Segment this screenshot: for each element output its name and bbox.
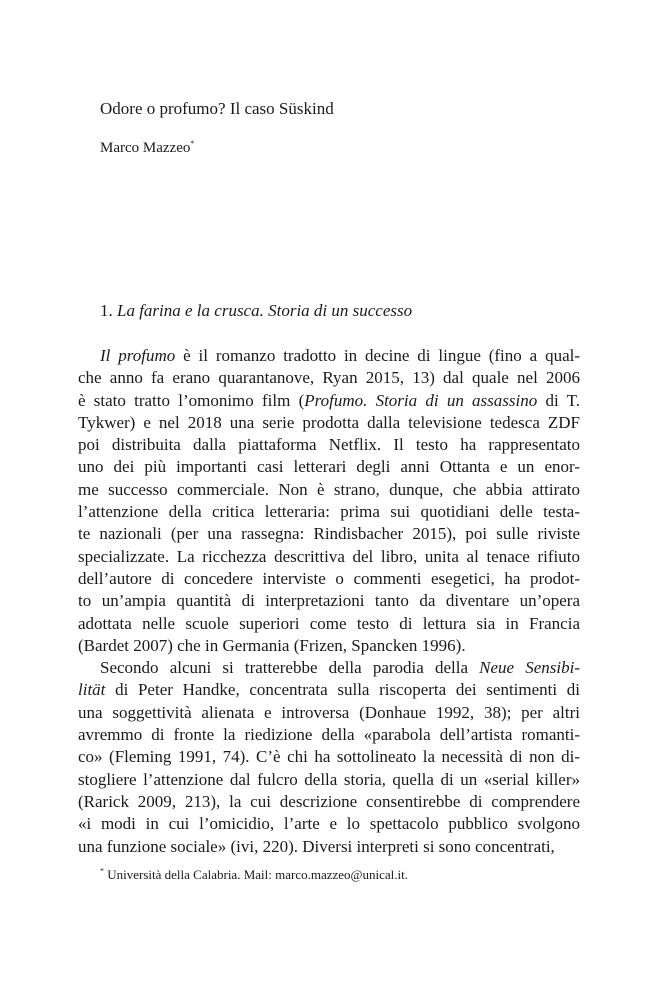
text-line: [78, 479, 580, 501]
text-segment: uno dei più importanti casi letterari degli anni Ottanta e un enor-: [78, 457, 580, 477]
text-line: [78, 679, 580, 701]
text-segment: l’attenzione della critica letteraria: prima sui quotidiani delle testa-: [78, 502, 580, 522]
text-segment: specializzate. La ricchezza descrittiva del libro, unita al tenace rifiuto: [78, 546, 580, 566]
body-text: [78, 345, 580, 858]
section-title: La farina e la crusca. Storia di un successo: [117, 301, 413, 320]
footnote: [100, 867, 408, 883]
text-line: [78, 568, 580, 590]
text-line: [78, 345, 580, 367]
text-line: [78, 769, 580, 791]
text-line: [78, 367, 580, 389]
italic-segment: Neue Sensibi-: [479, 658, 580, 678]
text-segment: avremmo di fronte la riedizione della «parabola dell’artista romanti-: [78, 725, 580, 745]
section-number: 1.: [100, 301, 113, 320]
text-segment: di Peter Handke, concentrata sulla riscoperta dei sentimenti di: [105, 680, 580, 700]
text-segment: una soggettività alienata e introversa (Donhaue 1992, 38); per altri: [78, 702, 580, 722]
author-name: Marco Mazzeo: [100, 140, 191, 156]
italic-segment: Il profumo: [100, 346, 176, 365]
text-segment: Tykwer) e nel 2018 una serie prodotta dalla televisione tedesca ZDF: [78, 412, 580, 432]
text-segment: è stato tratto l’omonimo film (: [78, 390, 305, 410]
text-segment: me successo commerciale. Non è strano, dunque, che abbia attirato: [78, 479, 580, 499]
text-line: [78, 546, 580, 568]
text-line: [78, 613, 580, 635]
author-footnote-mark: *: [190, 139, 195, 148]
paragraph: [78, 345, 580, 657]
italic-segment: lität: [78, 680, 106, 700]
text-segment: (Rarick 2009, 213), la cui descrizione consentirebbe di comprendere: [78, 791, 580, 811]
text-line: [78, 501, 580, 523]
text-line: [78, 523, 580, 545]
text-line: [78, 836, 580, 858]
text-segment: co» (Fleming 1991, 74). C’è chi ha sottolineato la necessità di non di-: [78, 747, 580, 767]
text-line: [78, 635, 580, 657]
footnote-text: Università della Calabria. Mail: marco.mazzeo@unical.it.: [107, 867, 408, 882]
text-segment: «i modi in cui l’omicidio, l’arte e lo spettacolo pubblico svolgono: [78, 814, 580, 834]
italic-segment: Profumo. Storia di un assassino: [304, 390, 538, 410]
text-segment: (Bardet 2007) che in Germania (Frizen, Spancken 1996).: [78, 635, 466, 655]
text-segment: to un’ampia quantità di interpretazioni tanto da diventare un’opera: [78, 591, 580, 611]
text-line: [78, 813, 580, 835]
paragraph: [78, 657, 580, 858]
text-segment: di T.: [537, 390, 580, 410]
author-line: [100, 139, 194, 157]
text-line: [78, 434, 580, 456]
text-line: [78, 702, 580, 724]
section-heading: [100, 301, 412, 321]
text-line: [78, 657, 580, 679]
article-title: Odore o profumo? Il caso Süskind: [100, 99, 334, 118]
text-line: [78, 456, 580, 478]
text-segment: una funzione sociale» (ivi, 220). Diversi interpreti si sono concentrati,: [78, 836, 555, 856]
text-line: [78, 746, 580, 768]
text-segment: dell’autore di concedere interviste o commenti esegetici, ha prodot-: [78, 568, 580, 588]
footnote-mark: *: [100, 866, 104, 876]
text-segment: te nazionali (per una rassegna: Rindisbacher 2015), poi sulle riviste: [78, 524, 580, 544]
text-line: [78, 590, 580, 612]
text-segment: poi distribuita dalla piattaforma Netflix. Il testo ha rappresentato: [78, 435, 580, 455]
text-segment: stogliere l’attenzione dal fulcro della storia, quella di un «serial killer»: [78, 769, 580, 789]
text-line: [78, 791, 580, 813]
text-segment: è il romanzo tradotto in decine di lingue (fino a qual-: [175, 346, 580, 365]
text-segment: Secondo alcuni si tratterebbe della parodia della: [100, 658, 480, 678]
text-segment: che anno fa erano quarantanove, Ryan 2015, 13) dal quale nel 2006: [78, 368, 580, 388]
text-line: [78, 412, 580, 434]
text-line: [78, 390, 580, 412]
text-segment: adottata nelle scuole superiori come testo di lettura sia in Francia: [78, 613, 580, 633]
text-line: [78, 724, 580, 746]
